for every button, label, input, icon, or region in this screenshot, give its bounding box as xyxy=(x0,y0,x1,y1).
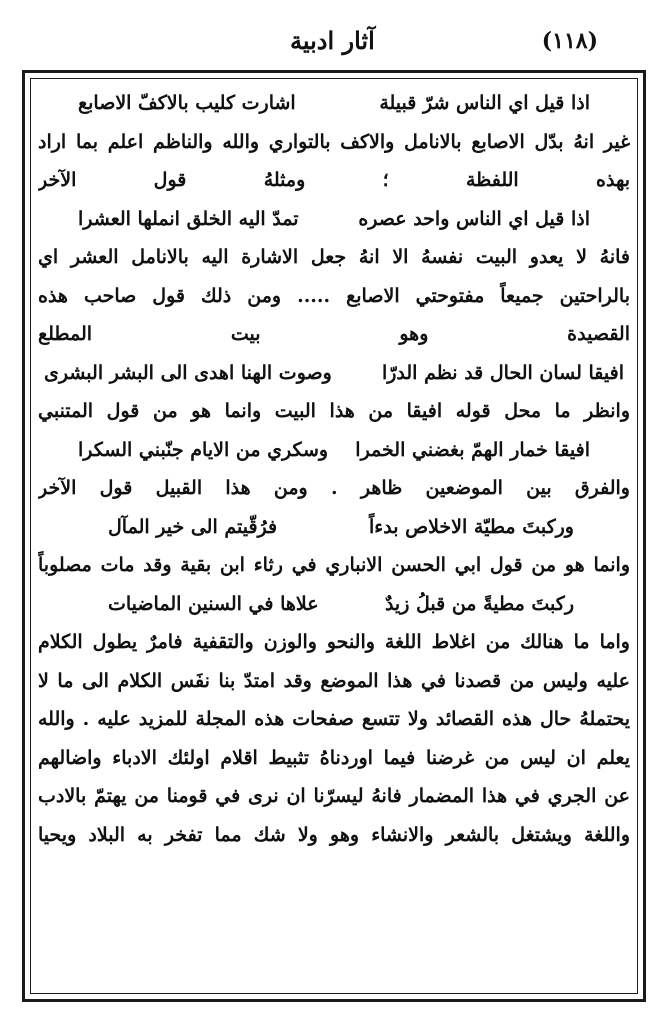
prose-line: وانظر ما محل قوله افيقا من هذا البيت وانما هو من قول المتنبي xyxy=(38,400,630,422)
prose-line: فانهُ لا يعدو البيت نفسهُ الا انهُ جعل الاشارة اليه بالانامل العشر اي xyxy=(38,246,630,268)
prose-line: بالراحتين جميعاً مفتوحتي الاصابع ..... ومن ذلك قول صاحب هذه xyxy=(38,284,630,307)
verse-hemistich-second: فرُقّيتم الى خير المآل xyxy=(108,515,278,538)
prose-line: واللغة ويشتغل بالشعر والانشاء وهو ولا شك مما تفخر به البلاد ويحيا xyxy=(38,823,630,846)
prose-line: غير انهُ بدّل الاصابع بالانامل والاكف بالتواري والله والناظم اعلم بما اراد xyxy=(38,130,630,153)
verse-hemistich-second: اشارت كليب بالاكفّ الاصابع xyxy=(78,92,296,114)
prose-line: وانما هو من قول ابي الحسن الانباري في رثاء ابن بقية وقد مات مصلوباً xyxy=(38,554,630,576)
prose-line: بهذه اللفظة ؛ ومثلهُ قول الآخر xyxy=(38,169,630,191)
verse-line xyxy=(38,585,630,624)
verse-line xyxy=(38,200,630,239)
verse-hemistich-first: افيقا خمار الهمّ بغضني الخمرا xyxy=(355,438,590,461)
prose-line: واما ما هنالك من اغلاط اللغة والنحو والوزن والتقفية فامرٌ يطول الكلام xyxy=(38,631,630,653)
verse-hemistich-second: تمدّ اليه الخلق انملها العشرا xyxy=(78,207,299,230)
page-number: (١١٨) xyxy=(541,28,598,54)
verse-hemistich-second: وسكري من الايام جنّبني السكرا xyxy=(78,438,329,461)
verse-hemistich-second: وصوت الهنا اهدى الى البشر البشرى xyxy=(44,361,332,384)
verse-line xyxy=(38,431,630,470)
verse-hemistich-second: علاها في السنين الماضيات xyxy=(108,592,319,615)
prose-line: يعلم ان ليس من غرضنا فيما اوردناهُ تثبيط اقلام اولئك الادباء واضالهم xyxy=(38,746,630,769)
running-title: آثار ادبية xyxy=(290,26,375,55)
prose-line: القصيدة وهو بيت المطلع xyxy=(38,323,630,345)
verse-hemistich-first: ركبتَ مطيةً من قبلُ زيدٌ xyxy=(384,592,574,615)
prose-line: عن الجري في هذا المضمار فانهُ ليسرّنا ان نرى في قومنا من يهتمّ بالادب xyxy=(38,785,630,807)
verse-hemistich-first: افيقا لسان الحال قد نظم الدرّا xyxy=(381,361,624,384)
prose-line: والفرق بين الموضعين ظاهر . ومن هذا القبيل قول الآخر xyxy=(38,477,630,499)
verse-line xyxy=(38,354,630,393)
prose-line: يحتملهُ حال هذه القصائد ولا تتسع صفحات هذه المجلة للمزيد عليه . والله xyxy=(38,708,630,730)
prose-line: عليه وليس من قصدنا في هذا الموضع وقد امتدّ بنا نفَس الكلام الى ما لا xyxy=(38,669,630,692)
article-body xyxy=(38,84,630,989)
verse-line xyxy=(38,508,630,547)
verse-hemistich-first: اذا قيل اي الناس شرّ قبيلة xyxy=(379,92,590,114)
page-header xyxy=(40,22,620,62)
verse-hemistich-first: وركبتَ مطيّة الاخلاص بدءاً xyxy=(369,515,574,538)
verse-hemistich-first: اذا قيل اي الناس واحد عصره xyxy=(358,207,590,230)
verse-line xyxy=(38,84,630,123)
